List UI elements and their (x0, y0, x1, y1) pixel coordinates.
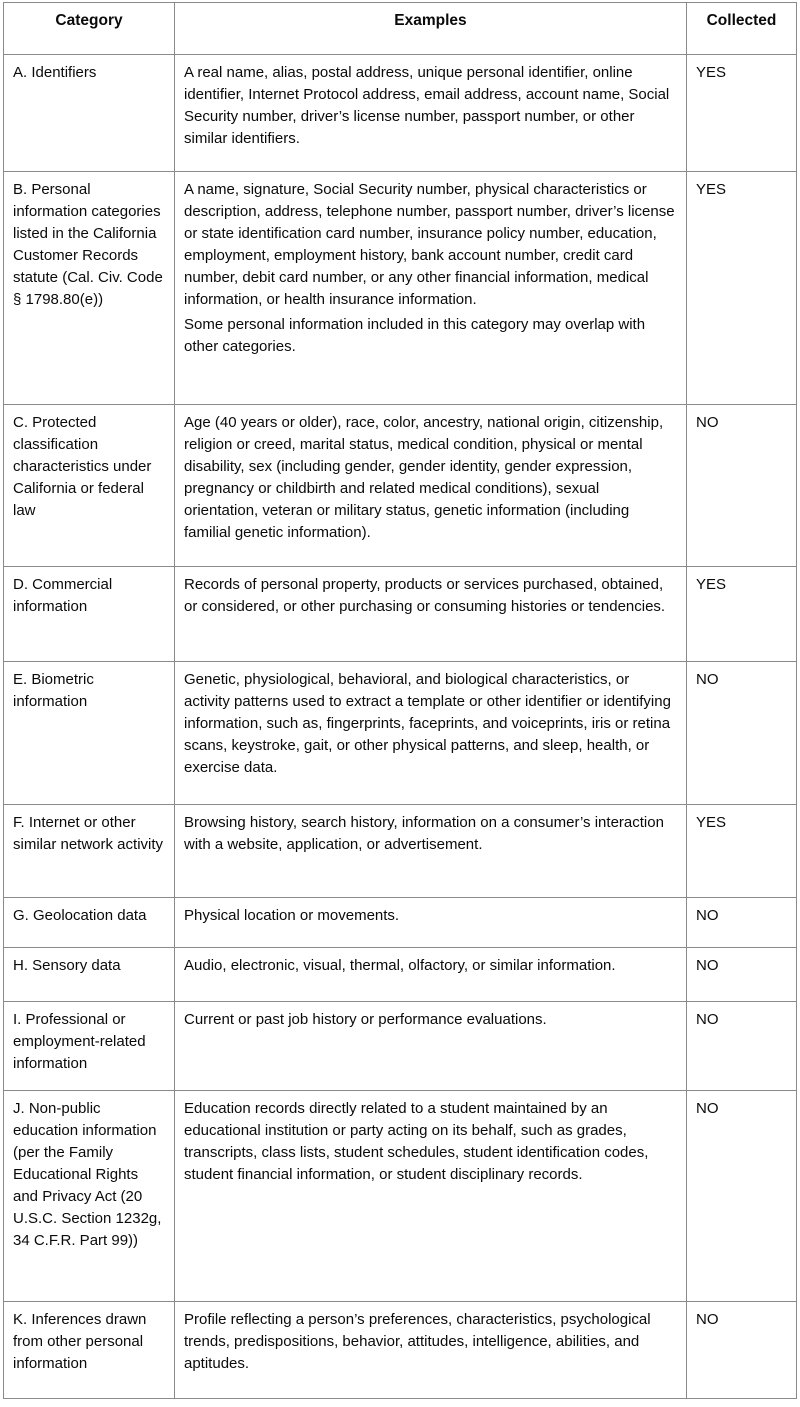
examples-cell (175, 55, 687, 172)
table-body (4, 55, 797, 1399)
table-row (4, 567, 797, 662)
category-cell: C. Protected classification characteristics under California or federal law (4, 405, 175, 567)
category-cell: I. Professional or employment-related information (4, 1002, 175, 1091)
examples-cell (175, 405, 687, 567)
examples-paragraph: Age (40 years or older), race, color, ancestry, national origin, citizenship, religion or creed, marital status, medical condition, physical or mental disability, sex (including gender, gender identity, gender expression, pregnancy or childbirth and related medical conditions), sexual orientation, veteran or military status, genetic information (including familial genetic information). (184, 414, 664, 542)
collected-cell: NO (687, 1002, 797, 1091)
table-row (4, 898, 797, 948)
header-examples: Examples (175, 3, 687, 55)
examples-cell (175, 1302, 687, 1399)
header-category: Category (4, 3, 175, 55)
collected-cell: NO (687, 948, 797, 1002)
examples-paragraph: Genetic, physiological, behavioral, and biological characteristics, or activity patterns used to extract a template or other identifier or identifying information, such as, fingerprints, faceprints, and voiceprints, iris or retina scans, keystroke, gait, or other physical patterns, and sleep, health, or exercise data. (184, 671, 671, 777)
category-cell: K. Inferences drawn from other personal information (4, 1302, 175, 1399)
collected-cell: YES (687, 805, 797, 898)
table-row (4, 805, 797, 898)
examples-cell (175, 1091, 687, 1302)
ccpa-categories-table (3, 2, 797, 1399)
category-cell: J. Non-public education information (per the Family Educational Rights and Privacy Act (20 U.S.C. Section 1232g, 34 C.F.R. Part 99)) (4, 1091, 175, 1302)
examples-paragraph: Browsing history, search history, information on a consumer’s interaction with a website, application, or advertisement. (184, 814, 664, 854)
examples-cell (175, 948, 687, 1002)
collected-cell: YES (687, 55, 797, 172)
category-cell: G. Geolocation data (4, 898, 175, 948)
examples-paragraph: Audio, electronic, visual, thermal, olfactory, or similar information. (184, 957, 616, 974)
collected-cell: NO (687, 898, 797, 948)
examples-paragraph: Records of personal property, products or services purchased, obtained, or considered, or other purchasing or consuming histories or tendencies. (184, 576, 666, 616)
collected-cell: NO (687, 662, 797, 805)
table-row (4, 172, 797, 405)
examples-paragraph: Physical location or movements. (184, 907, 400, 924)
collected-cell: NO (687, 405, 797, 567)
examples-paragraph: Current or past job history or performance evaluations. (184, 1011, 547, 1028)
table-row (4, 948, 797, 1002)
collected-cell: YES (687, 567, 797, 662)
collected-cell: YES (687, 172, 797, 405)
examples-paragraph: Some personal information included in this category may overlap with other categories. (184, 316, 646, 356)
category-cell: E. Biometric information (4, 662, 175, 805)
category-cell: H. Sensory data (4, 948, 175, 1002)
table-row (4, 405, 797, 567)
category-cell: B. Personal information categories listed in the California Customer Records statute (Cal. Civ. Code § 1798.80(e)) (4, 172, 175, 405)
examples-cell (175, 898, 687, 948)
table-row (4, 55, 797, 172)
table-header-row (4, 3, 797, 55)
collected-cell: NO (687, 1091, 797, 1302)
examples-cell (175, 805, 687, 898)
table-row (4, 662, 797, 805)
examples-paragraph: Education records directly related to a student maintained by an educational institution or party acting on its behalf, such as grades, transcripts, class lists, student schedules, student identification codes, student financial information, or student disciplinary records. (184, 1100, 649, 1184)
examples-cell (175, 172, 687, 405)
category-cell: A. Identifiers (4, 55, 175, 172)
header-collected: Collected (687, 3, 797, 55)
examples-paragraph: A real name, alias, postal address, unique personal identifier, online identifier, Internet Protocol address, email address, account name, Social Security number, driver’s license number, passport number, or other similar identifiers. (184, 64, 670, 148)
collected-cell: NO (687, 1302, 797, 1399)
table-row (4, 1002, 797, 1091)
category-cell: D. Commercial information (4, 567, 175, 662)
examples-cell (175, 1002, 687, 1091)
examples-cell (175, 567, 687, 662)
table-row (4, 1091, 797, 1302)
examples-paragraph: A name, signature, Social Security number, physical characteristics or description, address, telephone number, passport number, driver’s license or state identification card number, insurance policy number, education, employment, employment history, bank account number, credit card number, debit card number, or any other financial information, medical information, or health insurance information. (184, 181, 675, 309)
examples-cell (175, 662, 687, 805)
examples-paragraph: Profile reflecting a person’s preferences, characteristics, psychological trends, predispositions, behavior, attitudes, intelligence, abilities, and aptitudes. (184, 1311, 651, 1373)
table-row (4, 1302, 797, 1399)
category-cell: F. Internet or other similar network activity (4, 805, 175, 898)
